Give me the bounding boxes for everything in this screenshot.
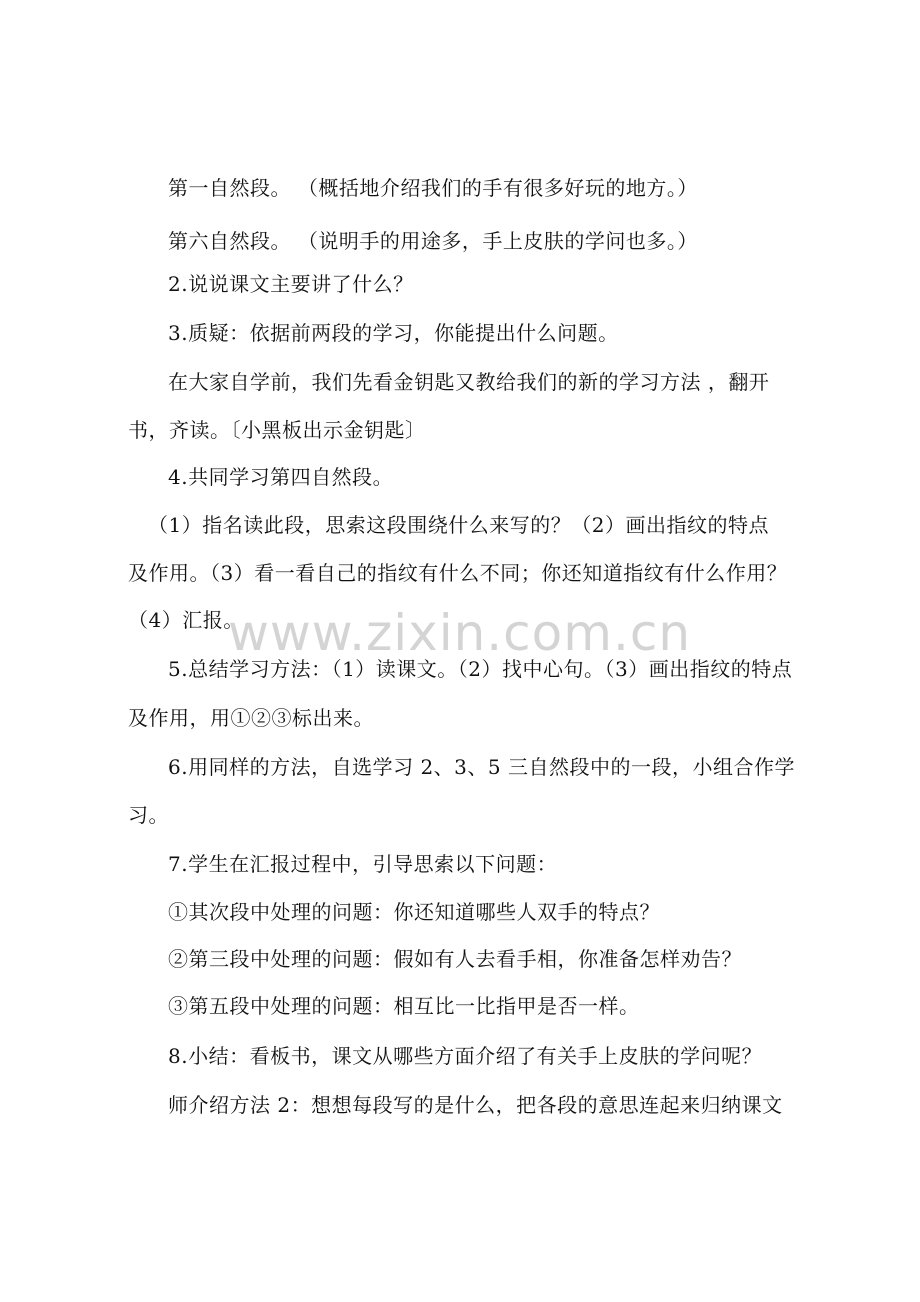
paragraph-line: 5.总结学习方法：（1）读课文。（2）找中心句。（3）画出指纹的特点 <box>168 657 793 681</box>
paragraph-line: 习。 <box>128 803 169 827</box>
paragraph-line: 及作用，用①②③标出来。 <box>128 706 374 730</box>
paragraph-line: ②第三段中处理的问题：假如有人去看手相，你准备怎样劝告？ <box>168 947 742 971</box>
paragraph-line: 2.说说课文主要讲了什么？ <box>168 272 414 296</box>
paragraph-line: 4.共同学习第四自然段。 <box>168 465 394 489</box>
paragraph-line: 6.用同样的方法，自选学习 2、3、5 三自然段中的一段，小组合作学 <box>168 755 795 779</box>
paragraph-line: ①其次段中处理的问题：你还知道哪些人双手的特点？ <box>168 900 660 924</box>
paragraph-line: （4）汇报。 <box>128 608 244 632</box>
paragraph-line: 7.学生在汇报过程中，引导思索以下问题： <box>168 852 558 876</box>
paragraph-line: 8.小结：看板书，课文从哪些方面介绍了有关手上皮肤的学问呢？ <box>168 1044 763 1068</box>
paragraph-line: 第六自然段。 （说明手的用途多，手上皮肤的学问也多。） <box>168 229 698 253</box>
paragraph-line: （1）指名读此段，思索这段围绕什么来写的？（2）画出指纹的特点 <box>148 513 769 537</box>
paragraph-line: 师介绍方法 2：想想每段写的是什么，把各段的意思连起来归纳课文 <box>168 1093 783 1117</box>
paragraph-line: ③第五段中处理的问题：相互比一比指甲是否一样。 <box>168 994 640 1018</box>
paragraph-line: 3.质疑：依据前两段的学习，你能提出什么问题。 <box>168 321 619 345</box>
watermark: www.zixin.com.cn <box>228 604 692 662</box>
paragraph-line: 第一自然段。 （概括地介绍我们的手有很多好玩的地方。） <box>168 176 698 200</box>
paragraph-line: 书，齐读。〔小黑板出示金钥匙〕 <box>128 418 426 442</box>
paragraph-line: 在大家自学前，我们先看金钥匙又教给我们的新的学习方法 ，翻开 <box>168 370 770 394</box>
paragraph-line: 及作用。（3）看一看自己的指纹有什么不同；你还知道指纹有什么作用？ <box>128 561 788 585</box>
